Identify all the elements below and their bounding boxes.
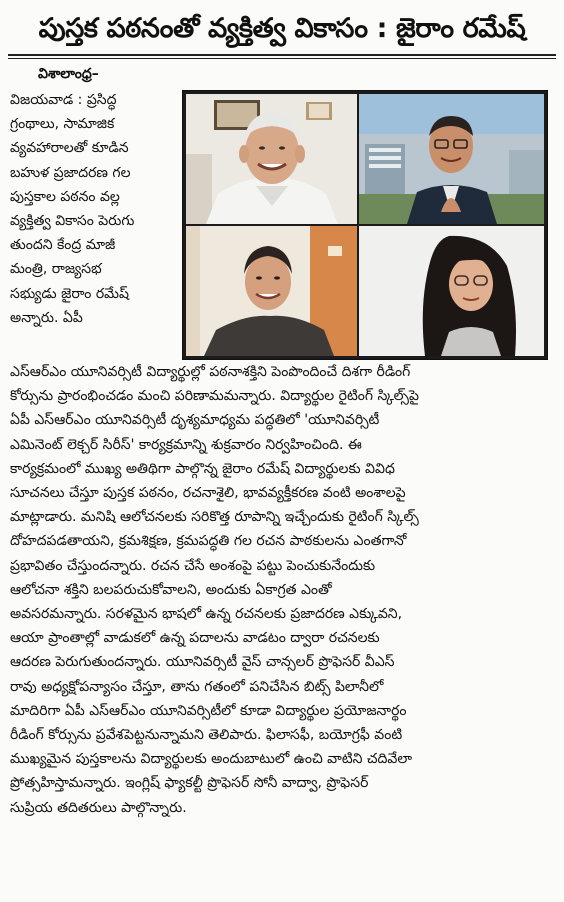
lead-paragraph: విజయవాడ : ప్రసిద్ధ గ్రంథాలు, సామాజిక వ్యవహారాలతో కూడిన బహుళ ప్రజాదరణ గల పుస్తకాల పఠనం వల్ల వ్యక్తిత్వ వికాసం పెరుగు తుందని కేంద్ర మాజీ మంత్రి, రాజ్యసభ సభ్యుడు జైరాం రమేష్ అన్నారు. ఏపీ <box>10 92 135 326</box>
participant-tile-1 <box>186 94 357 224</box>
headline: పుస్తక పఠనంతో వ్యక్తిత్వ వికాసం : జైరాం రమేష్ <box>38 13 526 44</box>
headline-rule <box>8 54 556 56</box>
participant-tile-3 <box>186 226 357 356</box>
dateline: విశాలాంధ్ర– <box>38 66 99 82</box>
video-conference-photo <box>182 90 548 360</box>
participant-tile-2 <box>359 94 544 224</box>
participant-tile-4 <box>359 226 544 356</box>
headline-rule-thin <box>8 58 556 59</box>
article-body: ఎస్ఆర్ఎం యూనివర్సిటీ విద్యార్థుల్లో పఠనాశక్తిని పెంపొందించే దిశగా రీడింగ్ కోర్సును ప్రారంభించడం మంచి పరిణామమన్నారు. విద్యార్థుల రైటింగ్ స్కిల్స్‌పై ఏపీ ఎస్ఆర్ఎం యూనివర్సిటీ దృశ్యమాధ్యమ పద్ధతిలో 'యూనివర్సిటీ ఎమినెంట్ లెక్చర్ సిరీస్' కార్యక్రమాన్ని శుక్రవారం నిర్వహించింది. ఈ కార్యక్రమంలో ముఖ్య అతిథిగా పాల్గొన్న జైరాం రమేష్ విద్యార్థులకు వివిధ సూచనలు చేస్తూ పుస్తక పఠనం, రచనాశైలి, భావవ్యక్తీకరణ వంటి అంశాలపై మాట్లాడారు. మనిషి ఆలోచనలకు సరికొత్త రూపాన్ని ఇచ్చేందుకు రైటింగ్ స్కిల్స్ దోహదపడతాయని, క్రమశిక్షణ, క్రమపద్ధతి గల రచన పాఠకులను ఎంతగానో ప్రభావితం చేస్తుందన్నారు. రచన చేసే అంశంపై పట్టు పెంచుకునేందుకు ఆలోచనా శక్తిని బలపరుచుకోవాలని, అందుకు ఏకాగ్రత ఎంతో అవసరమన్నారు. సరళమైన భాషలో ఉన్న రచనలకు ప్రజాదరణ ఎక్కువని, ఆయా ప్రాంతాల్లో వాడుకలో ఉన్న పదాలను వాడటం ద్వారా రచనలకు ఆదరణ పెరుగుతుందన్నారు. యూనివర్సిటీ వైస్ చాన్సలర్ ప్రొఫెసర్ వీఎస్ రావు అధ్యక్షోపన్యాసం చేస్తూ, తాను గతంలో పనిచేసిన బిట్స్ పిలానీలో మాదిరిగా ఏపీ ఎస్ఆర్ఎం యూనివర్సిటీలో కూడా విద్యార్థుల ప్రయోజనార్థం రీడింగ్ కోర్సును ప్రవేశపెట్టనున్నామని తెలిపారు. ఫిలాసఫీ, బయోగ్రఫీ వంటి ముఖ్యమైన పుస్తకాలను విద్యార్థులకు అందుబాటులో ఉంచి వాటిని చదివేలా ప్రోత్సహిస్తామన్నారు. ఇంగ్లిష్ ఫ్యాకల్టీ ప్రొఫెసర్ సోనీ వాద్వా, ప్రొఫెసర్ సుప్రియ తదితరులు పాల్గొన్నారు. <box>10 364 419 816</box>
